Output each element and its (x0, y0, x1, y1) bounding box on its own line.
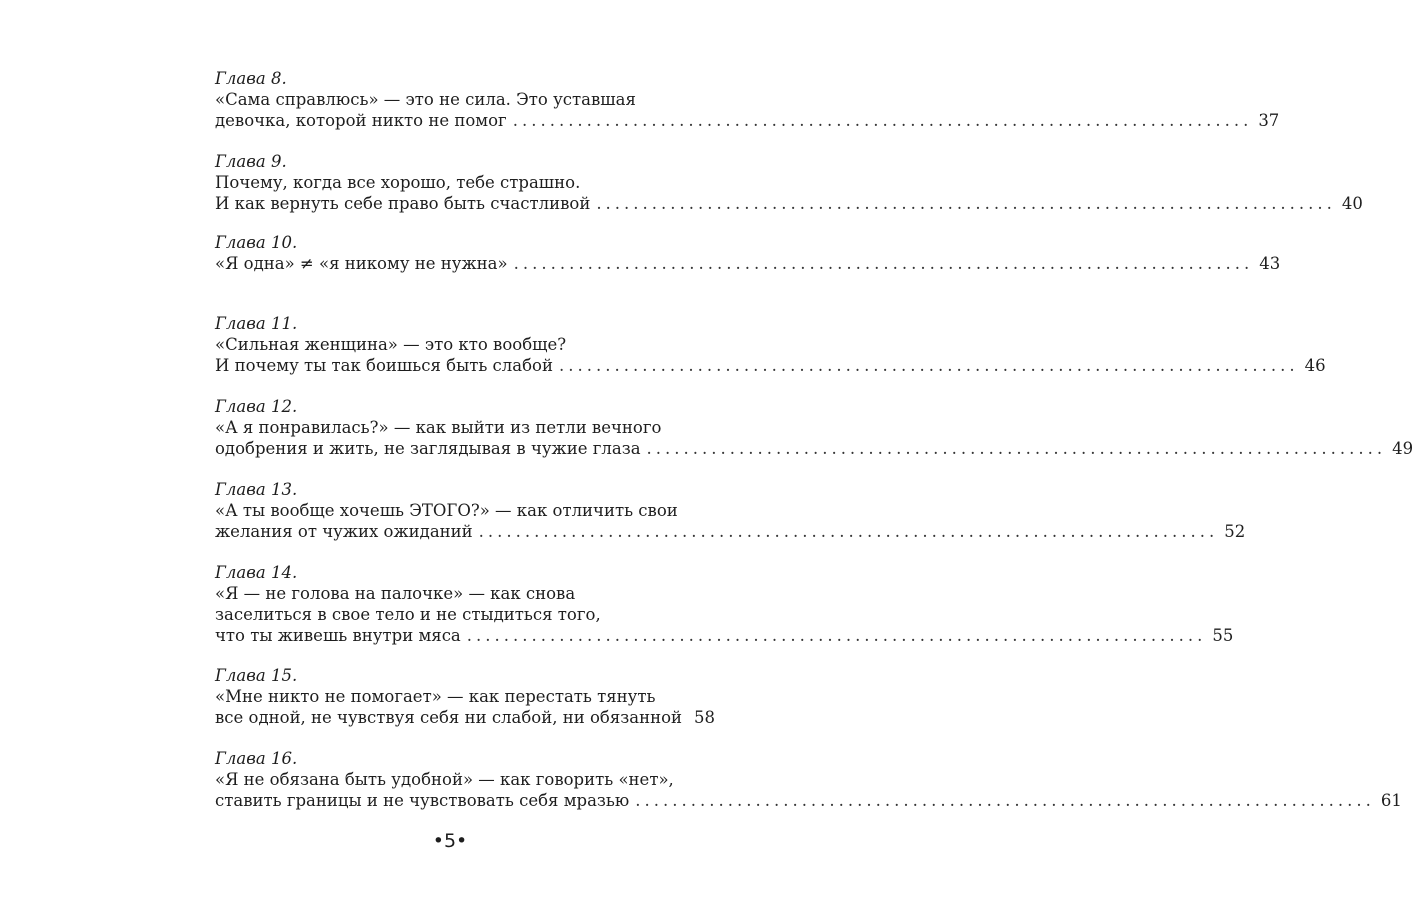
chapter-label: Глава 8. (215, 69, 287, 88)
dot-leader: ................................................................................ (646, 439, 1387, 458)
dot-leader: ................................................................................ (478, 522, 1219, 541)
dot-leader: ................................................................................ (466, 626, 1207, 645)
chapter-title-last-line (215, 253, 1281, 274)
chapter-label: Глава 11. (215, 314, 298, 333)
page-ref: 49 (1392, 439, 1413, 458)
chapter-label: Глава 12. (215, 397, 298, 416)
page-ref: 55 (1212, 626, 1234, 645)
toc-entry (215, 748, 1402, 831)
chapter-label: Глава 10. (215, 233, 298, 252)
chapter-title-text: все одной, не чувствуя себя ни слабой, ни обязанной (215, 708, 683, 727)
chapter-title-line: «Я не обязана быть удобной» — как говорить «нет», (215, 770, 674, 789)
toc-entry (215, 232, 1281, 315)
toc-entry (215, 665, 716, 748)
page-ref: 52 (1224, 522, 1246, 541)
chapter-title-text: «Я одна» ≠ «я никому не нужна» (215, 254, 508, 273)
chapter-title-line: заселиться в свое тело и не стыдиться того, (215, 605, 601, 624)
chapter-title-last-line (215, 110, 1280, 131)
chapter-title-text: девочка, которой никто не помог (215, 111, 507, 130)
chapter-title-line: «Мне никто не помогает» — как перестать тянуть (215, 687, 656, 706)
page-number: •5• (432, 830, 468, 852)
toc-entry (215, 313, 1326, 396)
toc-entry (215, 396, 1413, 479)
chapter-title-last-line (215, 707, 716, 728)
toc-entry (215, 68, 1280, 151)
chapter-title-last-line (215, 790, 1402, 811)
chapter-title-text: И как вернуть себе право быть счастливой (215, 194, 591, 213)
chapter-title-line: «А ты вообще хочешь ЭТОГО?» — как отличить свои (215, 501, 678, 520)
chapter-title-line: Почему, когда все хорошо, тебе страшно. (215, 173, 581, 192)
page-ref: 58 (694, 708, 716, 727)
chapter-label: Глава 15. (215, 666, 298, 685)
page-ref: 37 (1258, 111, 1280, 130)
toc-entry (215, 562, 1234, 645)
chapter-title-last-line (215, 521, 1246, 542)
chapter-title-line: «Сильная женщина» — это кто вообще? (215, 335, 567, 354)
chapter-label: Глава 14. (215, 563, 298, 582)
chapter-title-last-line (215, 355, 1326, 376)
toc-entry (215, 479, 1246, 562)
page-ref: 43 (1259, 254, 1281, 273)
chapter-title-last-line (215, 438, 1413, 459)
toc-entry (215, 151, 1363, 234)
chapter-title-text: И почему ты так боишься быть слабой (215, 356, 553, 375)
dot-leader: ................................................................................ (596, 194, 1336, 213)
chapter-title-last-line (215, 193, 1363, 214)
dot-leader: ................................................................................ (558, 356, 1299, 375)
chapter-label: Глава 13. (215, 480, 298, 499)
chapter-title-last-line (215, 625, 1234, 646)
chapter-title-line: «А я понравилась?» — как выйти из петли вечного (215, 418, 662, 437)
chapter-title-text: ставить границы и не чувствовать себя мразью (215, 791, 630, 810)
chapter-title-text: желания от чужих ожиданий (215, 522, 473, 541)
page-ref: 40 (1341, 194, 1363, 213)
chapter-title-line: «Я — не голова на палочке» — как снова (215, 584, 576, 603)
chapter-label: Глава 9. (215, 152, 287, 171)
chapter-label: Глава 16. (215, 749, 298, 768)
page-ref: 61 (1380, 791, 1402, 810)
chapter-title-text: что ты живешь внутри мяса (215, 626, 461, 645)
chapter-title-line: «Сама справлюсь» — это не сила. Это уставшая (215, 90, 636, 109)
page-ref: 46 (1304, 356, 1326, 375)
chapter-title-text: одобрения и жить, не заглядывая в чужие глаза (215, 439, 641, 458)
dot-leader: ................................................................................ (513, 254, 1254, 273)
dot-leader: ................................................................................ (512, 111, 1253, 130)
dot-leader: ................................................................................ (635, 791, 1375, 810)
